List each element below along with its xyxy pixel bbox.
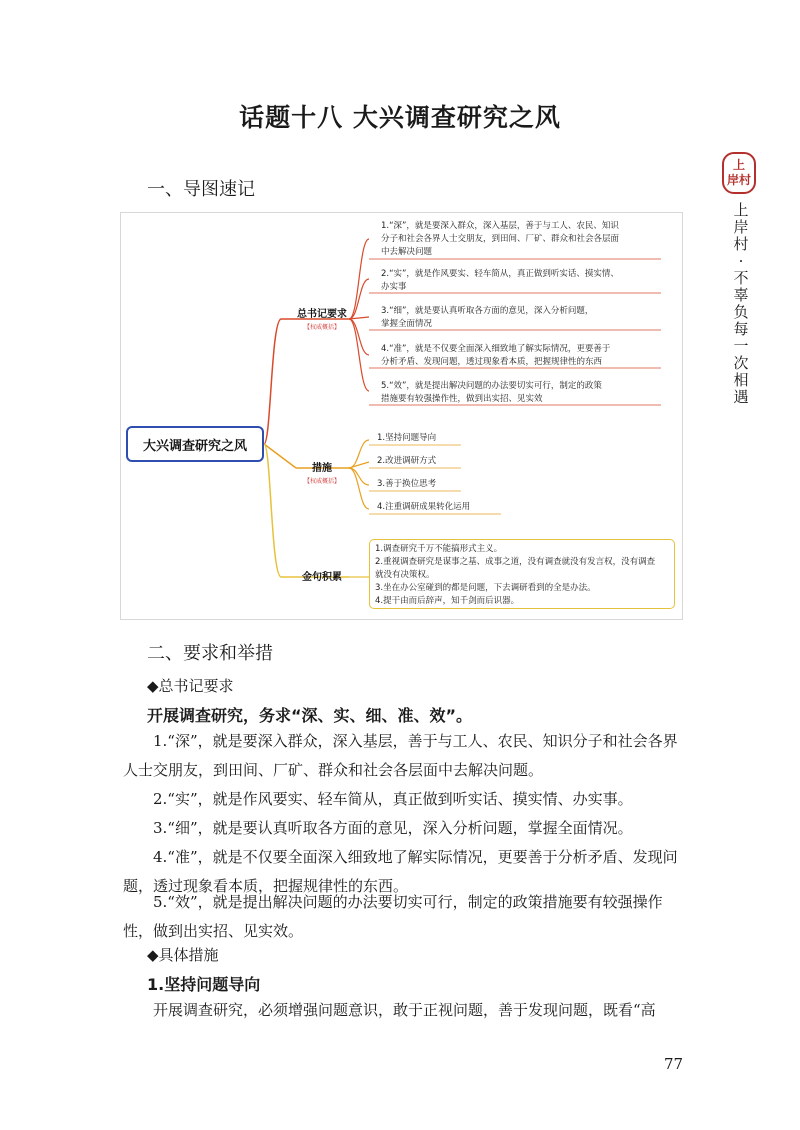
paragraph-detail: 3.“细”，就是要认真听取各方面的意见，深入分析问题，掌握全面情况。	[153, 819, 633, 837]
mind-map-leaf: 3.“细”，就是要认真听取各方面的意见，深入分析问题， 掌握全面情况	[381, 306, 594, 329]
paragraph-real: 2.“实”，就是作风要实、轻车简从，真正做到听实话、摸实情、办实事。	[153, 790, 633, 808]
mind-map-branch-requirements: 总书记要求 【权威概括】	[287, 305, 357, 331]
brand-vertical-text: 上 岸 村 · 不 辜 负 每 一 次 相 遇	[733, 201, 749, 406]
mind-map	[120, 212, 683, 620]
mind-map-leaf: 5.“效”，就是提出解决问题的办法要切实可行，制定的政策 措施要有较强操作性，做到出实招、见实效	[381, 381, 602, 404]
section-heading-requirements: 二、要求和举措	[147, 643, 273, 664]
key-statement: 开展调查研究，务求“深、实、细、准、效”。	[147, 706, 473, 725]
section-heading-mindmap: 一、导图速记	[147, 179, 255, 200]
mind-map-quotes-box: 1.调查研究千万不能搞形式主义。 2.重视调查研究是谋事之基、成事之道，没有调查就没有发言权，没有调查 就没有决策权。 3.坐在办公室碰到的都是问题，下去调研看到的全是办法。 4.提干由而后辞声，知千剑而后识器。	[369, 539, 675, 609]
mind-map-leaf: 4.注重调研成果转化运用	[377, 502, 471, 512]
mind-map-leaf: 1.坚持问题导向	[377, 433, 437, 443]
measure-heading: 1.坚持问题导向	[147, 975, 261, 994]
mind-map-leaf: 3.善于换位思考	[377, 479, 437, 489]
mind-map-branch-quotes: 金句积累	[302, 572, 342, 583]
authority-tag: 【权威概括】	[303, 324, 340, 331]
mind-map-leaf: 4.“准”，就是不仅要全面深入细致地了解实际情况，更要善于 分析矛盾、发现问题，透过现象看本质，把握规律性的东西	[381, 344, 611, 367]
brand-seal-logo: 上 岸村	[722, 152, 756, 194]
mind-map-branch-measures: 措施 【权威概括】	[287, 459, 357, 485]
authority-tag: 【权威概括】	[303, 478, 340, 485]
paragraph-deep: 1.“深”，就是要深入群众，深入基层，善于与工人、农民、知识分子和社会各界人士交朋友，到田间、厂矿、群众和社会各层面中去解决问题。	[123, 732, 678, 779]
subheading-requirements: ◆总书记要求	[147, 677, 234, 695]
page-number: 77	[664, 1055, 684, 1073]
page-title: 话题十八 大兴调查研究之风	[239, 103, 561, 132]
mind-map-leaf: 2.改进调研方式	[377, 456, 437, 466]
subheading-measures: ◆具体措施	[147, 946, 219, 964]
paragraph-measure: 开展调查研究，必须增强问题意识，敢于正视问题，善于发现问题，既看“高	[153, 1001, 656, 1019]
mind-map-leaf: 2.“实”，就是作风要实、轻车简从，真正做到听实话、摸实情、 办实事	[381, 269, 619, 292]
paragraph-accurate: 4.“准”，就是不仅要全面深入细致地了解实际情况，更要善于分析矛盾、发现问题，透过现象看本质，把握规律性的东西。	[123, 848, 678, 895]
mind-map-root-node: 大兴调查研究之风	[126, 426, 264, 462]
paragraph-effective: 5.“效”，就是提出解决问题的办法要切实可行，制定的政策措施要有较强操作性，做到出实招、见实效。	[123, 893, 663, 940]
mind-map-leaf: 1.“深”，就是要深入群众，深入基层，善于与工人、农民、知识 分子和社会各界人士交朋友，到田间、厂矿、群众和社会各层面 中去解决问题	[381, 221, 620, 257]
